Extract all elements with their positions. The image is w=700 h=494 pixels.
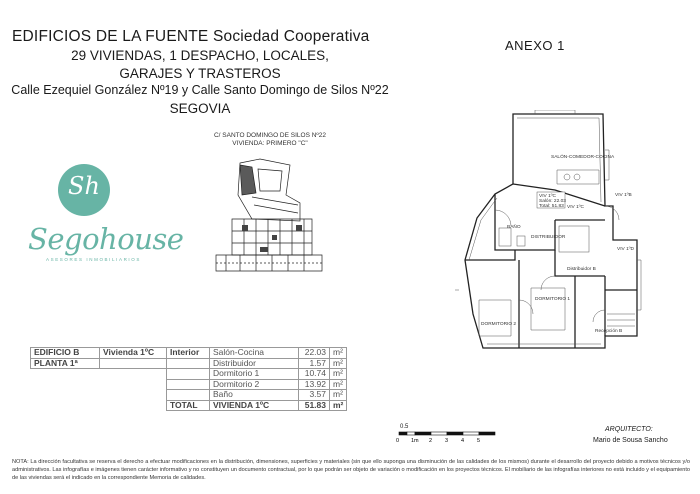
room-unit: m² xyxy=(330,358,347,369)
architect-label: ARQUITECTO: xyxy=(605,426,653,433)
scale-tick: 4 xyxy=(461,438,465,444)
room-area: 13.92 xyxy=(299,379,330,390)
scale-top-label: 0.5 xyxy=(400,424,409,430)
plan-label-viv-d: VIV 1ºD xyxy=(617,247,634,252)
room-name: Baño xyxy=(210,390,299,401)
room-name: Salón-Cocina xyxy=(210,348,299,359)
room-area: 3.57 xyxy=(299,390,330,401)
scale-tick: 0 xyxy=(396,438,400,444)
location-plan-caption: C/ SANTO DOMINGO DE SILOS Nº22 xyxy=(213,132,327,139)
scale-tick: 2 xyxy=(429,438,433,444)
plan-room-distribuidor: DISTRIBUIDOR xyxy=(531,235,566,240)
empty-cell xyxy=(31,400,100,411)
table-row xyxy=(31,379,347,390)
empty-cell xyxy=(100,400,167,411)
plan-legend-line: Total: 51.83 xyxy=(539,204,564,209)
room-unit: m² xyxy=(330,369,347,380)
header-city: SEGOVIA xyxy=(169,101,231,116)
unit-cell: Vivienda 1ºC xyxy=(100,348,167,359)
empty-cell xyxy=(31,379,100,390)
disclaimer-note: NOTA: La dirección facultativa se reserva el derecho a efectuar modificaciones en la distribución, dimensiones, superficies y materiales (sin que ello suponga una disminución de las calidades de los mismos) durante el desarrollo del proyecto debido a motivos técnicos y/o administrativos. Las infografías e imágenes tienen carácter informativo y no constituyen un documento contractual, por lo que podrán ser objeto de variación o modificación en los proyectos técnicos. El mobiliario de las infografías interiores no está incluido y el equipamiento de las viviendas será el indicado en la correspondiente Memoria de calidades. xyxy=(12,459,690,481)
table-row xyxy=(31,348,347,359)
empty-cell xyxy=(100,379,167,390)
annex-label: ANEXO 1 xyxy=(505,38,565,53)
plan-room-dorm1: DORMITORIO 1 xyxy=(535,297,571,302)
location-plan-unit: VIVIENDA: PRIMERO "C" xyxy=(232,140,308,147)
table-row xyxy=(31,390,347,401)
total-label: TOTAL xyxy=(167,400,210,411)
table-row xyxy=(31,358,347,369)
empty-cell xyxy=(31,369,100,380)
empty-cell xyxy=(100,358,167,369)
room-area: 1.57 xyxy=(299,358,330,369)
plan-label-viv-b: VIV 1ºB xyxy=(615,193,632,198)
plan-room-dist-b: Distribuidor B xyxy=(567,267,596,272)
floor-plan xyxy=(455,110,670,370)
plan-room-dorm2: DORMITORIO 2 xyxy=(481,322,517,327)
empty-cell xyxy=(100,390,167,401)
header-units: 29 VIVIENDAS, 1 DESPACHO, LOCALES, xyxy=(71,48,329,63)
scale-tick: 1m xyxy=(411,438,419,444)
plan-legend-line: VIV 1ºC xyxy=(539,194,556,199)
room-unit: m² xyxy=(330,348,347,359)
architect-name: Mario de Sousa Sancho xyxy=(593,437,668,444)
plan-room-salon: SALÓN-COMEDOR-COCINA xyxy=(551,155,615,160)
header-address: Calle Ezequiel González Nº19 y Calle Santo Domingo de Silos Nº22 xyxy=(11,83,389,97)
areas-table xyxy=(30,347,347,411)
room-unit: m² xyxy=(330,379,347,390)
room-name: Dormitorio 1 xyxy=(210,369,299,380)
scale-tick: 3 xyxy=(445,438,449,444)
logo-subtitle: ASESORES INMOBILIARIOS xyxy=(46,257,141,262)
room-name: Distribuidor xyxy=(210,358,299,369)
document-title: EDIFICIOS DE LA FUENTE Sociedad Cooperativa xyxy=(12,28,370,45)
total-unit: VIVIENDA 1ºC xyxy=(210,400,299,411)
room-unit: m² xyxy=(330,390,347,401)
empty-cell xyxy=(167,369,210,380)
logo-wordmark: Segohouse xyxy=(28,222,184,256)
total-area: 51.83 xyxy=(299,400,330,411)
plan-room-bano: BAÑO xyxy=(507,225,521,230)
empty-cell xyxy=(100,369,167,380)
table-row-total xyxy=(31,400,347,411)
empty-cell xyxy=(167,358,210,369)
empty-cell xyxy=(31,390,100,401)
plan-label-viv-c: VIV 1ºC xyxy=(567,205,584,210)
plan-room-recepcion-b: Recepción B xyxy=(595,329,623,334)
logo-monogram: Sh xyxy=(68,172,100,200)
room-name: Dormitorio 2 xyxy=(210,379,299,390)
floor-cell: PLANTA 1ª xyxy=(31,358,100,369)
location-plan xyxy=(212,155,327,273)
header-units-2: GARAJES Y TRASTEROS xyxy=(119,66,281,81)
plan-legend-line: Salón: 22.03 xyxy=(539,199,566,204)
scale-tick: 5 xyxy=(477,438,481,444)
building-cell: EDIFICIO B xyxy=(31,348,100,359)
room-area: 10.74 xyxy=(299,369,330,380)
empty-cell xyxy=(167,379,210,390)
scale-bar xyxy=(393,430,503,448)
total-m2: m² xyxy=(330,400,347,411)
zone-cell: Interior xyxy=(167,348,210,359)
table-row xyxy=(31,369,347,380)
room-area: 22.03 xyxy=(299,348,330,359)
empty-cell xyxy=(167,390,210,401)
